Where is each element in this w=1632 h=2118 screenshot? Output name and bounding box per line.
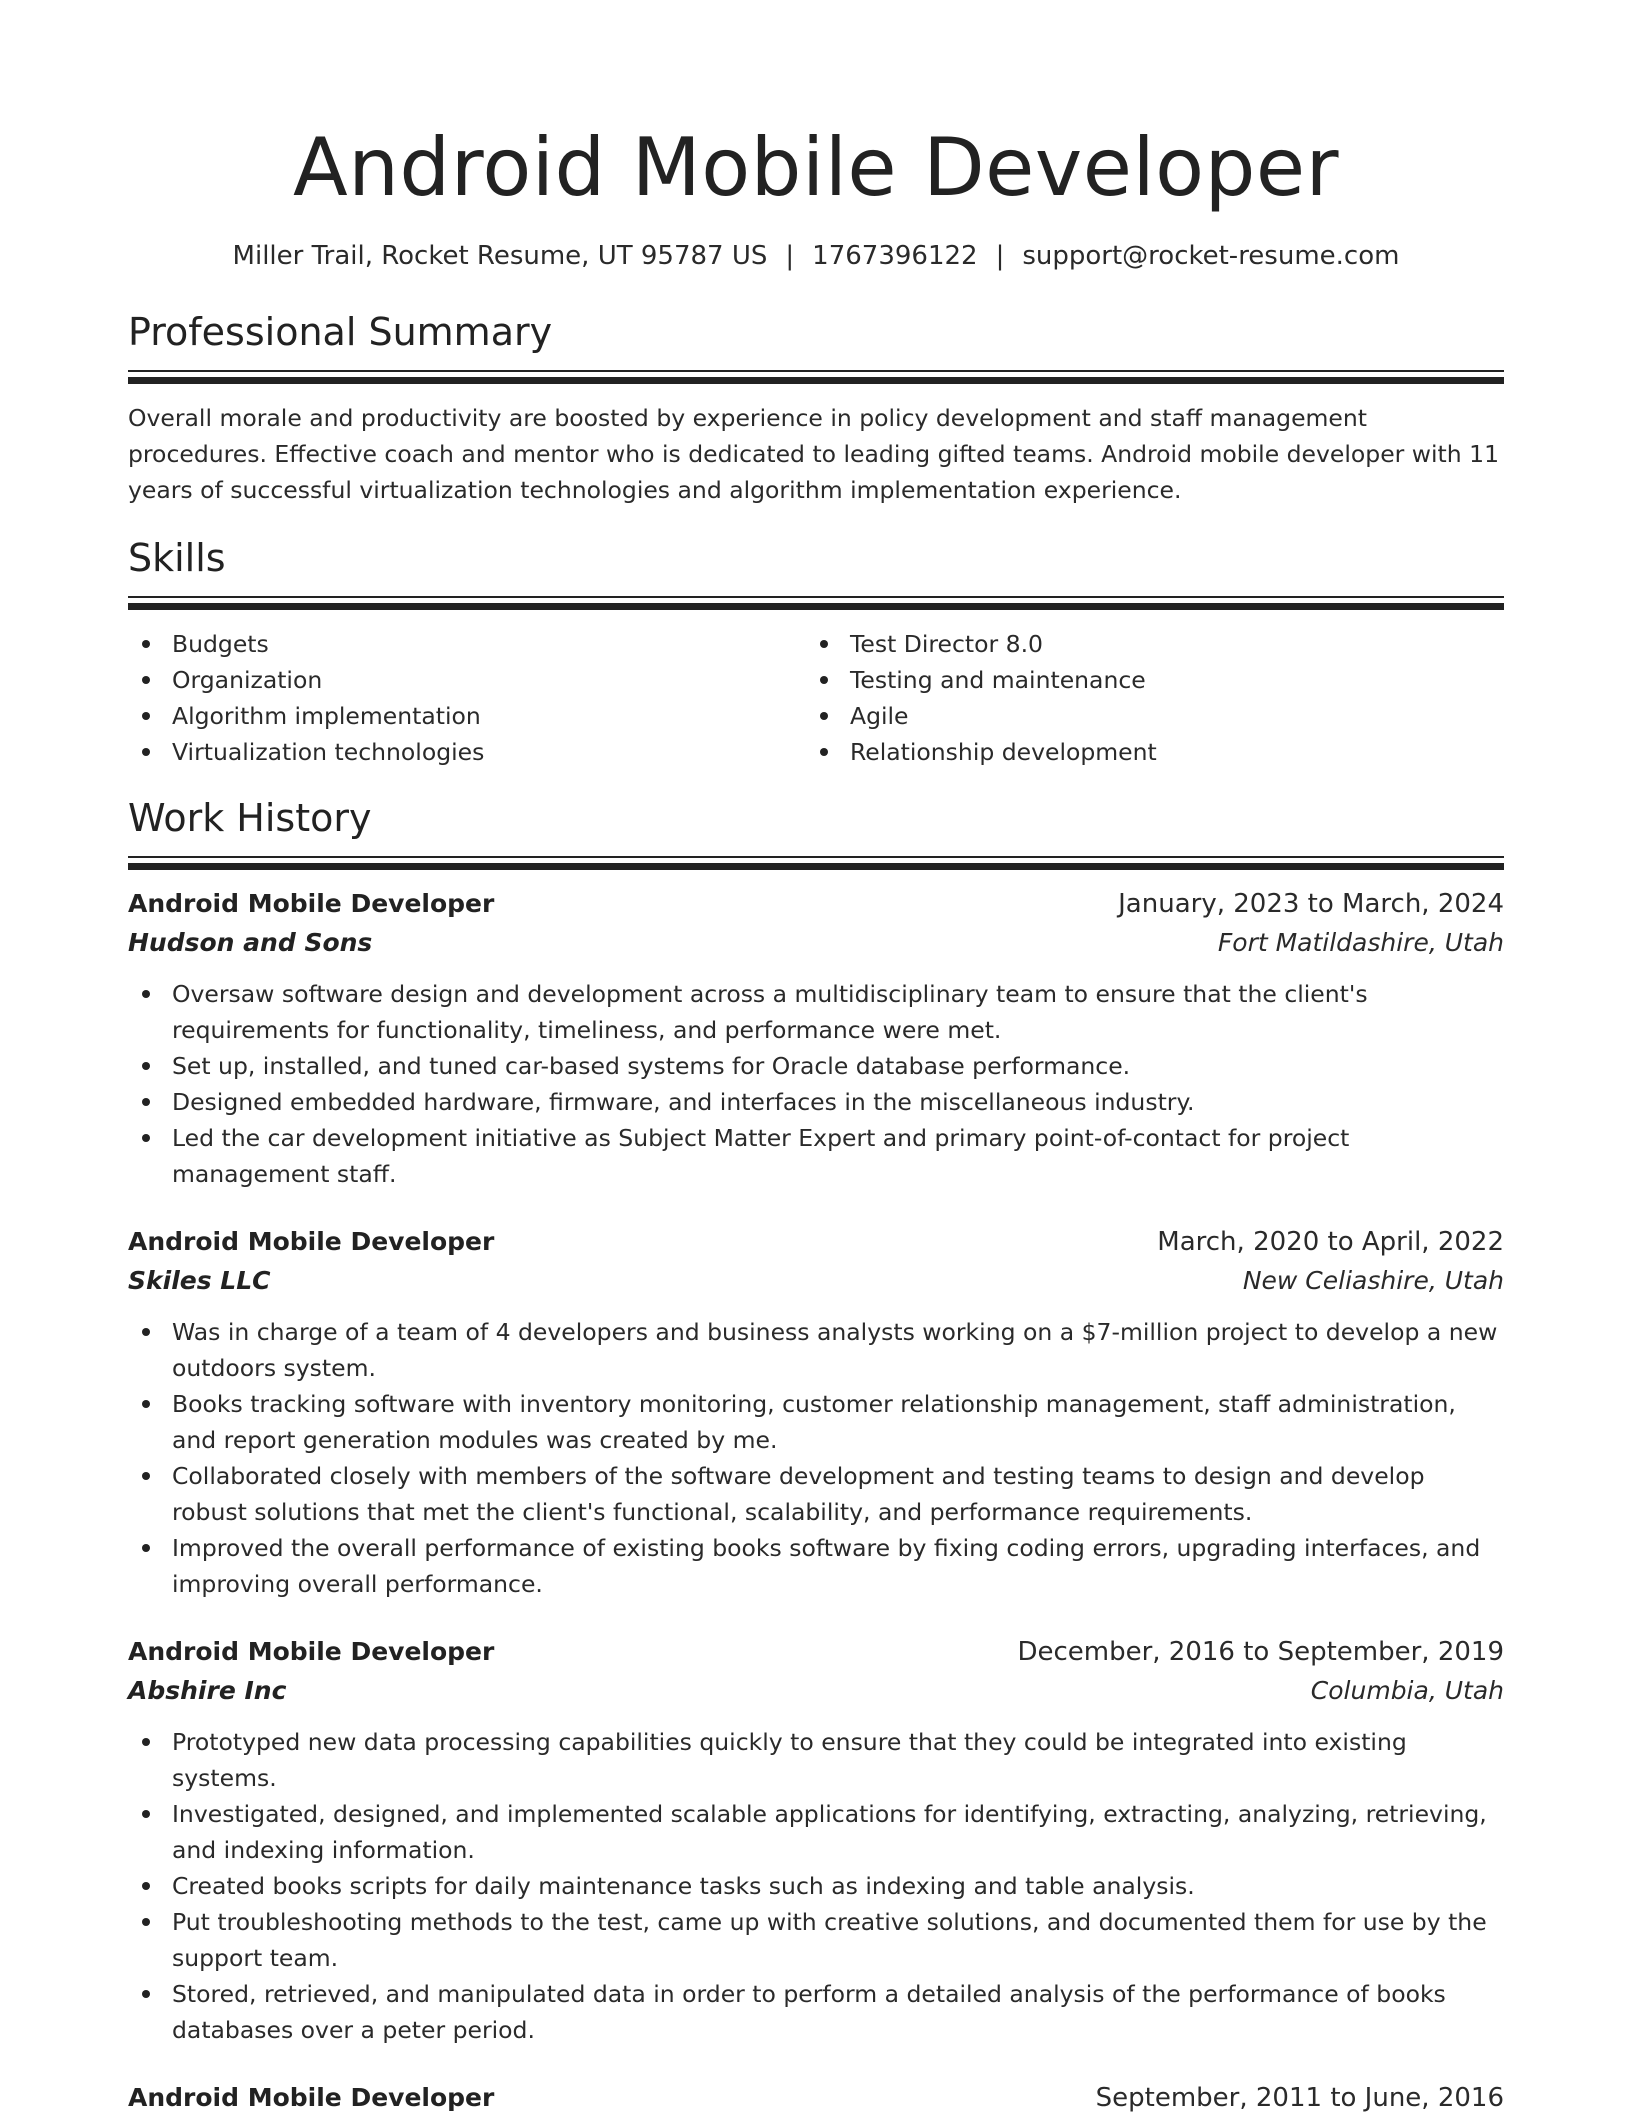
- job-bullet: Prototyped new data processing capabilities quickly to ensure that they could be integrated into existing systems.: [172, 1724, 1504, 1796]
- job-company-row: [128, 1262, 1504, 1300]
- skill-item: Relationship development: [850, 734, 1484, 770]
- job-entry: [128, 1222, 1504, 1602]
- job-entry: [128, 1632, 1504, 2048]
- section-heading-work-history: Work History: [128, 796, 372, 840]
- skill-item: Testing and maintenance: [850, 662, 1484, 698]
- job-header-row: [128, 884, 1504, 924]
- contact-separator: |: [995, 241, 1005, 271]
- job-header-row: [128, 1632, 1504, 1672]
- job-company: Hudson and Sons: [128, 928, 373, 957]
- skills-section: [128, 534, 1504, 770]
- job-dates: December, 2016 to September, 2019: [1017, 1637, 1504, 1667]
- professional-summary-section: [128, 308, 1504, 508]
- section-divider: [128, 370, 1504, 384]
- skill-item: Test Director 8.0: [850, 626, 1484, 662]
- job-bullet: Oversaw software design and development across a multidisciplinary team to ensure that the client's requirements for functionality, timeliness, and performance were met.: [172, 976, 1504, 1048]
- job-bullet: Books tracking software with inventory monitoring, customer relationship management, staff administration, and report generation modules was created by me.: [172, 1386, 1504, 1458]
- contact-separator: |: [785, 241, 795, 271]
- skills-grid: [128, 626, 1504, 770]
- contact-email: support@rocket-resume.com: [1022, 241, 1400, 271]
- job-title: Android Mobile Developer: [128, 1227, 495, 1256]
- job-entry: [128, 2078, 1504, 2118]
- job-company-row: [128, 924, 1504, 962]
- job-title: Android Mobile Developer: [128, 2083, 495, 2112]
- skills-list-right: [806, 626, 1484, 770]
- skill-item: Agile: [850, 698, 1484, 734]
- job-bullet: Collaborated closely with members of the software development and testing teams to design and develop robust solutions that met the client's functional, scalability, and performance requirements.: [172, 1458, 1504, 1530]
- contact-phone: 1767396122: [812, 241, 978, 271]
- job-bullets: [128, 1314, 1504, 1602]
- work-history-section: [128, 794, 1504, 2118]
- job-bullet: Led the car development initiative as Subject Matter Expert and primary point-of-contact for project management staff.: [172, 1120, 1504, 1192]
- contact-address: Miller Trail, Rocket Resume, UT 95787 US: [232, 241, 768, 271]
- section-heading-summary: Professional Summary: [128, 310, 553, 354]
- job-location: Columbia, Utah: [1310, 1676, 1504, 1705]
- job-header-row: [128, 1222, 1504, 1262]
- job-dates: January, 2023 to March, 2024: [1118, 889, 1504, 919]
- job-bullets: [128, 1724, 1504, 2048]
- job-dates: September, 2011 to June, 2016: [1095, 2083, 1504, 2113]
- contact-line: [128, 238, 1504, 274]
- skill-item: Organization: [172, 662, 806, 698]
- job-company-row: [128, 1672, 1504, 1710]
- job-company: Abshire Inc: [128, 1676, 287, 1705]
- summary-text: Overall morale and productivity are boosted by experience in policy development and staff management procedures. Effective coach and mentor who is dedicated to leading gifted teams. Android mobile developer with 11 years of successful virtualization technologies and algorithm implementation experience.: [128, 404, 1500, 504]
- job-title: Android Mobile Developer: [128, 889, 495, 918]
- job-bullet: Was in charge of a team of 4 developers and business analysts working on a $7-million project to develop a new outdoors system.: [172, 1314, 1504, 1386]
- job-title: Android Mobile Developer: [128, 1637, 495, 1666]
- job-location: New Celiashire, Utah: [1242, 1266, 1504, 1295]
- job-bullet: Investigated, designed, and implemented scalable applications for identifying, extracting, analyzing, retrieving, and indexing information.: [172, 1796, 1504, 1868]
- job-location: Fort Matildashire, Utah: [1217, 928, 1504, 957]
- job-dates: March, 2020 to April, 2022: [1157, 1227, 1504, 1257]
- skill-item: Virtualization technologies: [172, 734, 806, 770]
- job-bullet: Stored, retrieved, and manipulated data in order to perform a detailed analysis of the performance of books databases over a peter period.: [172, 1976, 1504, 2048]
- job-entry: [128, 884, 1504, 1192]
- skills-list-left: [128, 626, 806, 770]
- job-company: Skiles LLC: [128, 1266, 271, 1295]
- job-bullet: Set up, installed, and tuned car-based systems for Oracle database performance.: [172, 1048, 1504, 1084]
- job-bullet: Designed embedded hardware, firmware, and interfaces in the miscellaneous industry.: [172, 1084, 1504, 1120]
- skill-item: Algorithm implementation: [172, 698, 806, 734]
- section-divider: [128, 856, 1504, 870]
- job-bullet: Improved the overall performance of existing books software by fixing coding errors, upgrading interfaces, and improving overall performance.: [172, 1530, 1504, 1602]
- job-bullet: Put troubleshooting methods to the test, came up with creative solutions, and documented them for use by the support team.: [172, 1904, 1504, 1976]
- job-header-row: [128, 2078, 1504, 2118]
- skill-item: Budgets: [172, 626, 806, 662]
- job-bullets: [128, 976, 1504, 1192]
- resume-page: [128, 0, 1504, 2118]
- job-bullet: Created books scripts for daily maintenance tasks such as indexing and table analysis.: [172, 1868, 1504, 1904]
- section-heading-skills: Skills: [128, 536, 226, 580]
- section-divider: [128, 596, 1504, 610]
- resume-title: Android Mobile Developer: [292, 121, 1340, 214]
